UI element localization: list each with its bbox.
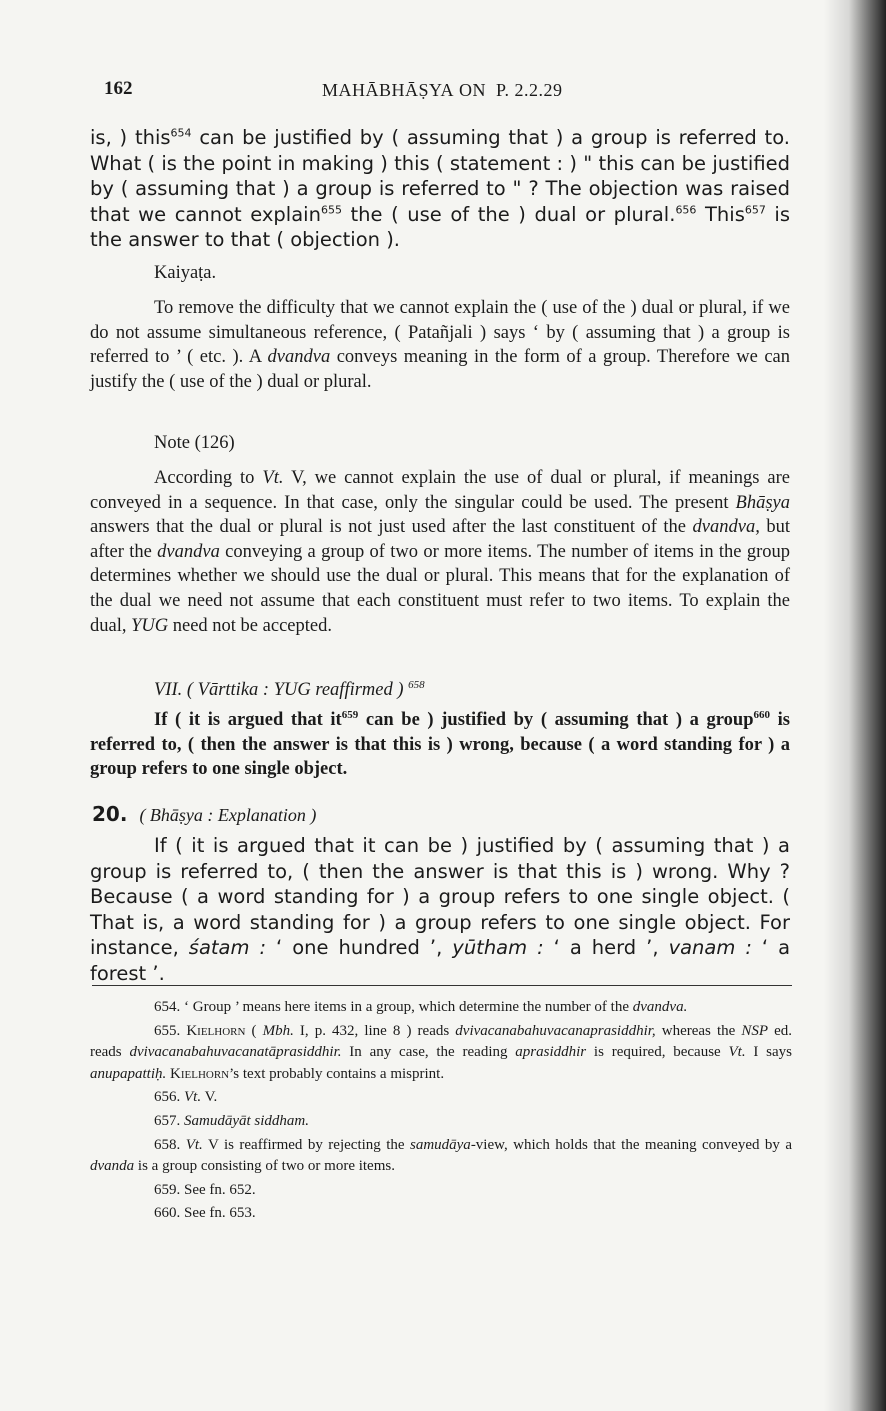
footnote-number: 657. [154,1112,181,1129]
text-span: is required, because [586,1044,729,1061]
text-span: ed. reads [90,1022,793,1061]
footnote-number: 655. [154,1022,181,1039]
footnote-ref: 657 [744,203,766,216]
footnote-ref: 660 [753,708,770,721]
text-span: -view, which holds that the meaning conveyed by a [470,1136,793,1153]
sanskrit-word: yūtham : [452,936,544,959]
text-span: ‘ a herd ’, [543,936,669,959]
translation-paragraph-top [90,125,790,253]
italic-term: dvivacanabahuvacanaprasiddhir, [455,1022,656,1039]
varttika-heading [154,680,425,701]
varttika-heading-text: VII. ( Vārttika : YUG reaffirmed ) [154,680,404,700]
text-span: This [696,202,745,226]
italic-term: anupapattiḥ. [90,1065,167,1082]
italic-term: Vt. [185,1136,203,1153]
footnote-657 [90,1111,792,1133]
bhasya-paragraph [90,833,790,986]
footnotes [90,997,792,1227]
footnote-ref: 656 [675,203,697,216]
page-number: 162 [104,78,133,99]
footnote-ref: 655 [320,203,342,216]
note-paragraph [90,466,790,638]
running-head-on: ON [459,80,487,100]
footnote-655 [90,1021,792,1086]
running-head [322,80,563,101]
text-span: can be ) justified by ( assuming that ) a group [358,710,754,730]
footnote-number: 656. [154,1089,181,1106]
kaiyata-heading: Kaiyaṭa. [154,263,217,283]
text-span: can be justified by ( assuming that ) a group is referred to. What ( is the point in making ) this ( statement : ) " this can be justified by ( assuming that ) a group is referred to " ? The objection was raised that we cannot explain [90,126,790,226]
running-head-title: MAHĀBHĀṢYA [322,80,455,100]
section-number: 20. [92,802,128,826]
text-span: ‘ Group ’ means here items in a group, which determine the number of the [184,999,633,1015]
text-span: V is reaffirmed by rejecting the [202,1136,410,1153]
footnote-number: 660. [154,1205,181,1222]
text-span: is, ) this [90,126,171,149]
text-span: To remove the difficulty that we cannot explain the ( use of the ) dual or plural, if we do not assume simultaneous reference, ( Patañjali ) says ‘ by ( assuming that ) a group is referred to ’ ( etc. ). A [90,298,790,368]
text-span: If ( it is argued that it can be ) justified by ( assuming that ) a group is referred to, ( then the answer is that this is ) wrong. Why ? Because ( a word standing for ) a group refers to one single object. ( That is, a word standing for ) a group refers to one single object. For instance, [90,834,790,959]
text-span: ‘ a forest ’. [90,936,791,985]
section-heading [92,802,316,826]
kaiyata-paragraph [90,296,790,394]
footnote-656 [90,1087,792,1109]
text-span: is referred to, ( then the answer is that this is ) wrong, because ( a word standing for ) a group refers to one single object. [90,710,790,780]
author-name: Kielhorn [186,1022,246,1039]
text-span: conveys meaning in the form of a group. Therefore we can justify the ( use of the ) dual or plural. [90,347,791,392]
italic-term: dvivacanabahuvacanatāprasiddhir. [129,1044,342,1061]
text-span: According to [154,468,263,488]
text-span: ‘ one hundred ’, [266,936,453,959]
italic-term: dvandva [267,347,331,368]
text-span: In any case, the reading [341,1044,516,1061]
italic-term: Mbh. [262,1022,294,1039]
footnote-number: 659. [154,1181,181,1198]
italic-term: NSP [741,1022,769,1039]
book-binding-shadow [824,0,886,1411]
italic-term: Samudāyāt siddham. [184,1112,309,1129]
text-span: is the answer to that ( objection ). [90,202,791,251]
sanskrit-word: śatam : [188,936,267,959]
text-span: ’s text probably contains a misprint. [229,1065,445,1082]
text-span: conveying a group of two or more items. The number of items in the group determines whether we should use the dual or plural. This means that for the explanation of the dual we need not assume that each constituent must refer to two items. To explain the dual, [90,541,790,636]
italic-term: aprasiddhir [515,1044,587,1061]
text-span: V, we cannot explain the use of dual or plural, if meanings are conveyed in a sequence. In that case, only the singular could be used. The present [90,468,790,513]
text-span: is a group consisting of two or more items. [134,1158,395,1175]
section-title: ( Bhāṣya : Explanation ) [139,805,317,825]
footnote-658 [90,1135,792,1178]
italic-term: dvanda [90,1158,135,1175]
text-span: I, p. 432, line 8 ) reads [293,1022,456,1039]
footnote-ref: 658 [408,678,425,691]
italic-term: Vt. [262,468,284,488]
italic-term: samudāya [409,1136,471,1153]
footnote-660 [90,1203,792,1225]
text-span: answers that the dual or plural is not just used after the last constituent of the [90,517,693,538]
italic-term: Vt. [728,1044,746,1061]
text-span: V. [201,1089,218,1106]
italic-term: dvandva [157,541,220,562]
footnote-ref: 659 [341,708,359,721]
footnote-number: 654. [154,999,181,1015]
author-name: Kielhorn [170,1065,230,1082]
footnote-ref: 654 [170,126,192,140]
italic-term: Vt. [184,1089,202,1106]
text-span: See fn. 653. [184,1205,256,1222]
text-span: but after the [90,517,790,562]
sanskrit-word: vanam : [668,936,752,959]
text-span: ( [245,1022,263,1039]
footnote-654 [90,997,792,1019]
note-heading: Note (126) [154,433,235,453]
italic-term: dvandva. [632,999,688,1015]
italic-term: Bhāṣya [735,492,790,513]
running-head-sutra: P. 2.2.29 [496,80,563,100]
italic-term: YUG [131,615,169,636]
italic-term: dvandva, [692,517,760,538]
footnote-rule [92,985,792,986]
varttika-paragraph [90,708,790,782]
text-span: See fn. 652. [184,1181,256,1198]
text-span: need not be accepted. [168,615,332,636]
footnote-659 [90,1180,792,1202]
page-header [104,78,794,106]
text-span: I says [745,1044,793,1061]
text-span: If ( it is argued that it [154,710,342,730]
footnote-number: 658. [154,1136,181,1153]
text-span: the ( use of the ) dual or plural. [341,202,676,226]
text-span: whereas the [655,1022,742,1039]
